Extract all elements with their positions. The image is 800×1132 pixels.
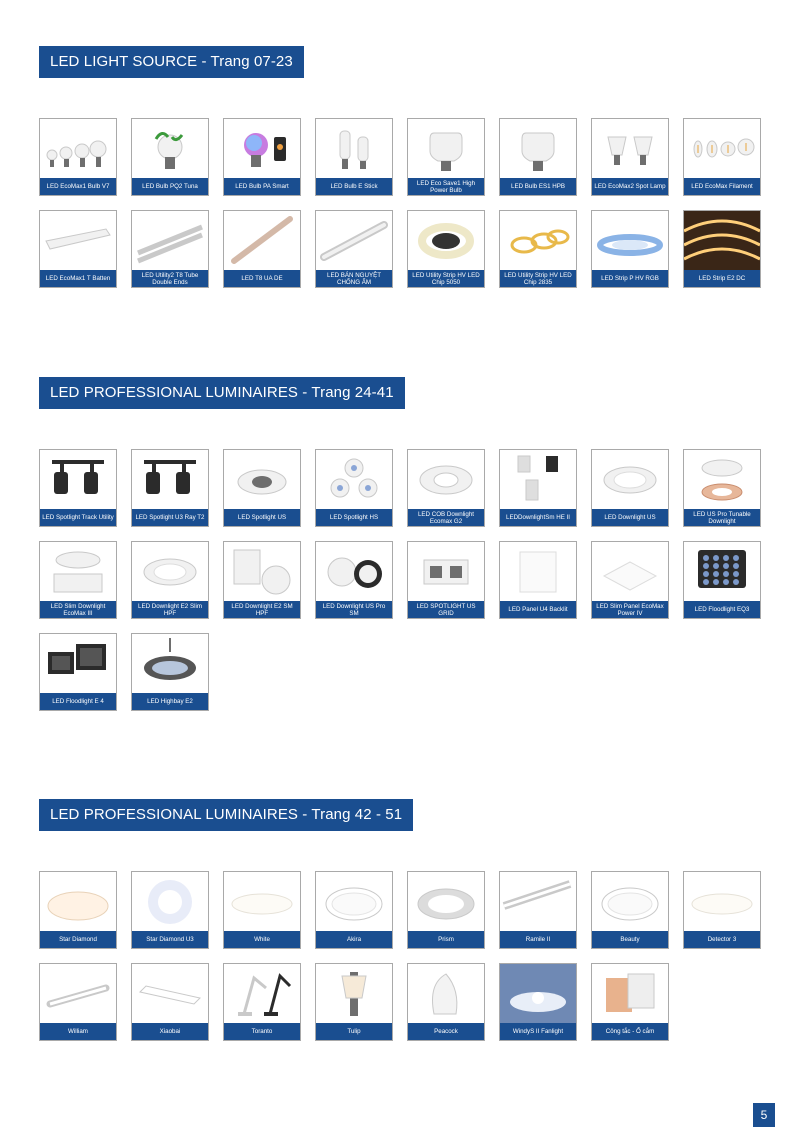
product-label: Ramile II xyxy=(500,931,576,948)
product-label: Công tắc - Ổ cắm xyxy=(592,1023,668,1040)
high-power-bulb-icon xyxy=(408,119,484,179)
wall-sconce-icon xyxy=(316,964,392,1024)
product-card[interactable] xyxy=(499,963,577,1041)
product-card[interactable] xyxy=(223,963,301,1041)
product-label: LED Downlight US xyxy=(592,509,668,526)
filament-bulb-icon xyxy=(684,119,760,179)
product-card[interactable] xyxy=(591,541,669,619)
product-card[interactable] xyxy=(315,449,393,527)
product-card[interactable] xyxy=(683,871,761,949)
product-label: Xiaobai xyxy=(132,1023,208,1040)
floodlight-matrix-icon xyxy=(684,542,760,602)
panel-flat-icon xyxy=(592,542,668,602)
product-card[interactable] xyxy=(131,118,209,196)
product-card[interactable] xyxy=(683,118,761,196)
product-label: LED Bulb ES1 HPB xyxy=(500,178,576,195)
ceiling-flat-icon xyxy=(684,872,760,932)
product-label: LED Bulb PQ2 Tuna xyxy=(132,178,208,195)
product-card[interactable] xyxy=(407,118,485,196)
ceiling-prism-icon xyxy=(408,872,484,932)
floodlight-icon xyxy=(40,634,116,694)
product-label: LED Slim Downlight EcoMax III xyxy=(40,601,116,618)
product-card[interactable] xyxy=(131,963,209,1041)
panel-icon xyxy=(500,542,576,602)
product-card[interactable] xyxy=(407,541,485,619)
product-label: LED Bulb E Stick xyxy=(316,178,392,195)
desk-lamp-icon xyxy=(224,964,300,1024)
product-card[interactable] xyxy=(39,210,117,288)
bulb-group-icon xyxy=(40,119,116,179)
product-card[interactable] xyxy=(499,118,577,196)
product-card[interactable] xyxy=(131,633,209,711)
product-label: LED Floodlight E 4 xyxy=(40,693,116,710)
leaf-bulb-icon xyxy=(132,119,208,179)
product-card[interactable] xyxy=(223,118,301,196)
product-label: Star Diamond xyxy=(40,931,116,948)
product-label: LED Spotlight U3 Ray T2 xyxy=(132,509,208,526)
fanlight-icon xyxy=(500,964,576,1024)
multi-spot-icon xyxy=(316,450,392,510)
product-label: Beauty xyxy=(592,931,668,948)
stick-bulb-icon xyxy=(316,119,392,179)
wall-bar-icon xyxy=(40,964,116,1024)
product-label: LED EcoMax1 Bulb V7 xyxy=(40,178,116,195)
product-label: LED Strip P HV RGB xyxy=(592,270,668,287)
product-card[interactable] xyxy=(39,118,117,196)
product-label: LED Downlight US Pro SM xyxy=(316,601,392,618)
product-label: LED US Pro Tunable Downlight xyxy=(684,509,760,526)
product-card[interactable] xyxy=(315,871,393,949)
product-card[interactable] xyxy=(407,963,485,1041)
strip-warm-icon xyxy=(684,211,760,271)
product-label: LED Downlight E2 SM HPF xyxy=(224,601,300,618)
highbay-icon xyxy=(132,634,208,694)
product-label: Tulip xyxy=(316,1023,392,1040)
product-label: LED Utility2 T8 Tube Double Ends xyxy=(132,270,208,287)
ceiling-flat-icon xyxy=(224,872,300,932)
product-card[interactable] xyxy=(315,541,393,619)
spot-lamp-icon xyxy=(592,119,668,179)
wall-shell-icon xyxy=(408,964,484,1024)
product-card[interactable] xyxy=(223,871,301,949)
product-label: Detector 3 xyxy=(684,931,760,948)
product-card[interactable] xyxy=(131,449,209,527)
product-label: LED Floodlight EQ3 xyxy=(684,601,760,618)
product-label: William xyxy=(40,1023,116,1040)
product-label: LED EcoMax1 T Batten xyxy=(40,270,116,287)
product-label: LED Panel U4 Backlit xyxy=(500,601,576,618)
product-card[interactable] xyxy=(499,449,577,527)
product-card[interactable] xyxy=(407,449,485,527)
grid-spot-icon xyxy=(408,542,484,602)
linear-fixture-icon xyxy=(500,872,576,932)
product-card[interactable] xyxy=(683,210,761,288)
product-card[interactable] xyxy=(39,541,117,619)
product-label: LED Utility Strip HV LED Chip 5050 xyxy=(408,270,484,287)
product-label: LED Slim Panel EcoMax Power IV xyxy=(592,601,668,618)
product-label: LED Highbay E2 xyxy=(132,693,208,710)
section-title-light-source: LED LIGHT SOURCE - Trang 07-23 xyxy=(39,46,304,78)
product-card[interactable] xyxy=(315,210,393,288)
product-card[interactable] xyxy=(131,541,209,619)
product-card[interactable] xyxy=(591,210,669,288)
product-card[interactable] xyxy=(591,871,669,949)
product-card[interactable] xyxy=(591,118,669,196)
product-card[interactable] xyxy=(499,871,577,949)
tube-diagonal-icon xyxy=(224,211,300,271)
ceiling-dome-icon xyxy=(316,872,392,932)
product-label: Prism xyxy=(408,931,484,948)
product-label: Star Diamond U3 xyxy=(132,931,208,948)
surface-downlight-icon xyxy=(224,542,300,602)
page-number: 5 xyxy=(753,1103,775,1127)
product-card[interactable] xyxy=(315,963,393,1041)
high-power-bulb-icon xyxy=(500,119,576,179)
recessed-spot-icon xyxy=(224,450,300,510)
tube-icon xyxy=(132,211,208,271)
product-label: LED Spotlight Track Utility xyxy=(40,509,116,526)
product-label: LED EcoMax Filament xyxy=(684,178,760,195)
product-label: Toranto xyxy=(224,1023,300,1040)
product-card[interactable] xyxy=(131,210,209,288)
product-label: LED T8 UA DE xyxy=(224,270,300,287)
product-card[interactable] xyxy=(683,541,761,619)
downlight-icon xyxy=(132,542,208,602)
strip-blue-icon xyxy=(592,211,668,271)
surface-round-icon xyxy=(316,542,392,602)
ceiling-warm-icon xyxy=(40,872,116,932)
product-card[interactable] xyxy=(591,963,669,1041)
section-title-luminaires-42-51: LED PROFESSIONAL LUMINAIRES - Trang 42 - 51 xyxy=(39,799,413,831)
strip-reel-icon xyxy=(408,211,484,271)
product-label: LED Bulb PA Smart xyxy=(224,178,300,195)
downlight-icon xyxy=(592,450,668,510)
product-label: LED Utility Strip HV LED Chip 2835 xyxy=(500,270,576,287)
ceiling-dome-icon xyxy=(592,872,668,932)
product-card[interactable] xyxy=(407,871,485,949)
product-label: LED SPOTLIGHT US GRID xyxy=(408,601,484,618)
smart-bulb-icon xyxy=(224,119,300,179)
product-card[interactable] xyxy=(499,541,577,619)
switch-icon xyxy=(592,964,668,1024)
product-card[interactable] xyxy=(223,541,301,619)
section-title-luminaires-24-41: LED PROFESSIONAL LUMINAIRES - Trang 24-41 xyxy=(39,377,405,409)
product-label: LED Spotlight US xyxy=(224,509,300,526)
cylinder-downlight-icon xyxy=(500,450,576,510)
ceiling-sparkle-icon xyxy=(132,872,208,932)
product-card[interactable] xyxy=(39,871,117,949)
product-label: White xyxy=(224,931,300,948)
product-label: Akira xyxy=(316,931,392,948)
product-card[interactable] xyxy=(131,871,209,949)
product-card[interactable] xyxy=(499,210,577,288)
product-label: LEDDownlightSm HE II xyxy=(500,509,576,526)
product-card[interactable] xyxy=(223,210,301,288)
mirror-light-icon xyxy=(132,964,208,1024)
track-spot-icon xyxy=(132,450,208,510)
cob-downlight-icon xyxy=(408,450,484,510)
product-label: WindyS II Fanlight xyxy=(500,1023,576,1040)
strip-coil-icon xyxy=(500,211,576,271)
product-card[interactable] xyxy=(223,449,301,527)
product-card[interactable] xyxy=(39,963,117,1041)
product-card[interactable] xyxy=(407,210,485,288)
product-label: Peacock xyxy=(408,1023,484,1040)
product-card[interactable] xyxy=(683,449,761,527)
product-label: LED EcoMax2 Spot Lamp xyxy=(592,178,668,195)
product-label: LED Spotlight HS xyxy=(316,509,392,526)
tunable-downlight-icon xyxy=(684,450,760,510)
product-label: LED Downlight E2 Slim HPF xyxy=(132,601,208,618)
product-label: LED COB Downlight Ecomax G2 xyxy=(408,509,484,526)
batten-icon xyxy=(40,211,116,271)
slim-downlight-icon xyxy=(40,542,116,602)
product-label: LED Strip E2 DC xyxy=(684,270,760,287)
track-spot-icon xyxy=(40,450,116,510)
half-moon-batten-icon xyxy=(316,211,392,271)
product-card[interactable] xyxy=(39,633,117,711)
product-label: LED BÁN NGUYỆT CHỐNG ẨM xyxy=(316,270,392,287)
product-card[interactable] xyxy=(315,118,393,196)
product-card[interactable] xyxy=(591,449,669,527)
product-label: LED Eco Save1 High Power Bulb xyxy=(408,178,484,195)
product-card[interactable] xyxy=(39,449,117,527)
